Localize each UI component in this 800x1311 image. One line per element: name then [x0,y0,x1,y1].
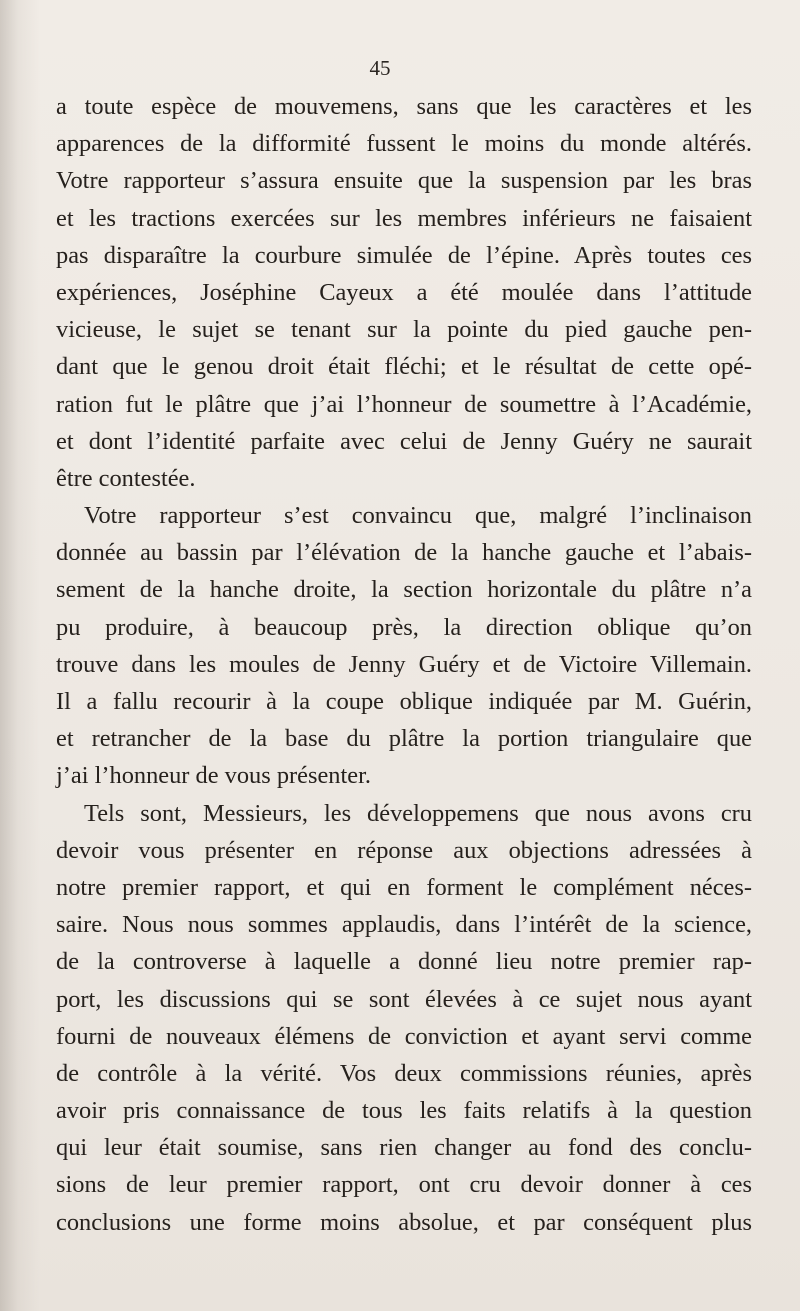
text-line: et retrancher de la base du plâtre la portion triangulaire que [56,725,752,753]
text-line: j’ai l’honneur de vous présenter. [56,762,371,790]
text-line: dant que le genou droit était fléchi; et le résultat de cette opé- [56,353,752,381]
text-line: apparences de la difformité fussent le moins du monde altérés. [56,130,752,158]
text-line: être contestée. [56,464,196,492]
text-line: vicieuse, le sujet se tenant sur la pointe du pied gauche pen- [56,316,752,344]
text-line: devoir vous présenter en réponse aux objections adressées à [56,836,752,864]
text-line: Votre rapporteur s’assura ensuite que la suspension par les bras [56,167,752,195]
text-line: Votre rapporteur s’est convaincu que, malgré l’inclinaison [84,502,752,530]
text-line: sement de la hanche droite, la section horizontale du plâtre n’a [56,576,752,604]
text-line: et dont l’identité parfaite avec celui de Jenny Guéry ne saurait [56,427,752,455]
text-line: trouve dans les moules de Jenny Guéry et de Victoire Villemain. [56,650,752,678]
text-line: fourni de nouveaux élémens de conviction et ayant servi comme [56,1022,752,1050]
text-line: expériences, Joséphine Cayeux a été moulée dans l’attitude [56,278,752,306]
text-line: sions de leur premier rapport, ont cru devoir donner à ces [56,1171,752,1199]
text-line: ration fut le plâtre que j’ai l’honneur de soumettre à l’Académie, [56,390,752,418]
text-line: pu produire, à beaucoup près, la direction oblique qu’on [56,613,752,641]
text-line: saire. Nous nous sommes applaudis, dans l’intérêt de la science, [56,911,752,939]
text-line: qui leur était soumise, sans rien changer au fond des conclu- [56,1134,752,1162]
text-line: a toute espèce de mouvemens, sans que les caractères et les [56,93,752,120]
text-line: et les tractions exercées sur les membres inférieurs ne faisaient [56,204,752,232]
text-line: conclusions une forme moins absolue, et par conséquent plus [56,1208,752,1236]
text-line: port, les discussions qui se sont élevées à ce sujet nous ayant [56,985,752,1013]
text-line: Il a fallu recourir à la coupe oblique indiquée par M. Guérin, [56,688,752,715]
text-line: de contrôle à la vérité. Vos deux commissions réunies, après [56,1059,752,1087]
page-number: 45 [369,56,391,80]
text-line: avoir pris connaissance de tous les faits relatifs à la question [56,1097,752,1125]
text-line: de la controverse à laquelle a donné lieu notre premier rap- [56,948,752,976]
text-line: pas disparaître la courbure simulée de l’épine. Après toutes ces [56,241,752,269]
text-line: Tels sont, Messieurs, les développemens que nous avons cru [84,799,752,827]
body-text [56,88,752,1241]
text-line: donnée au bassin par l’élévation de la hanche gauche et l’abais- [56,539,752,567]
text-line: notre premier rapport, et qui en forment le complément néces- [56,873,752,901]
